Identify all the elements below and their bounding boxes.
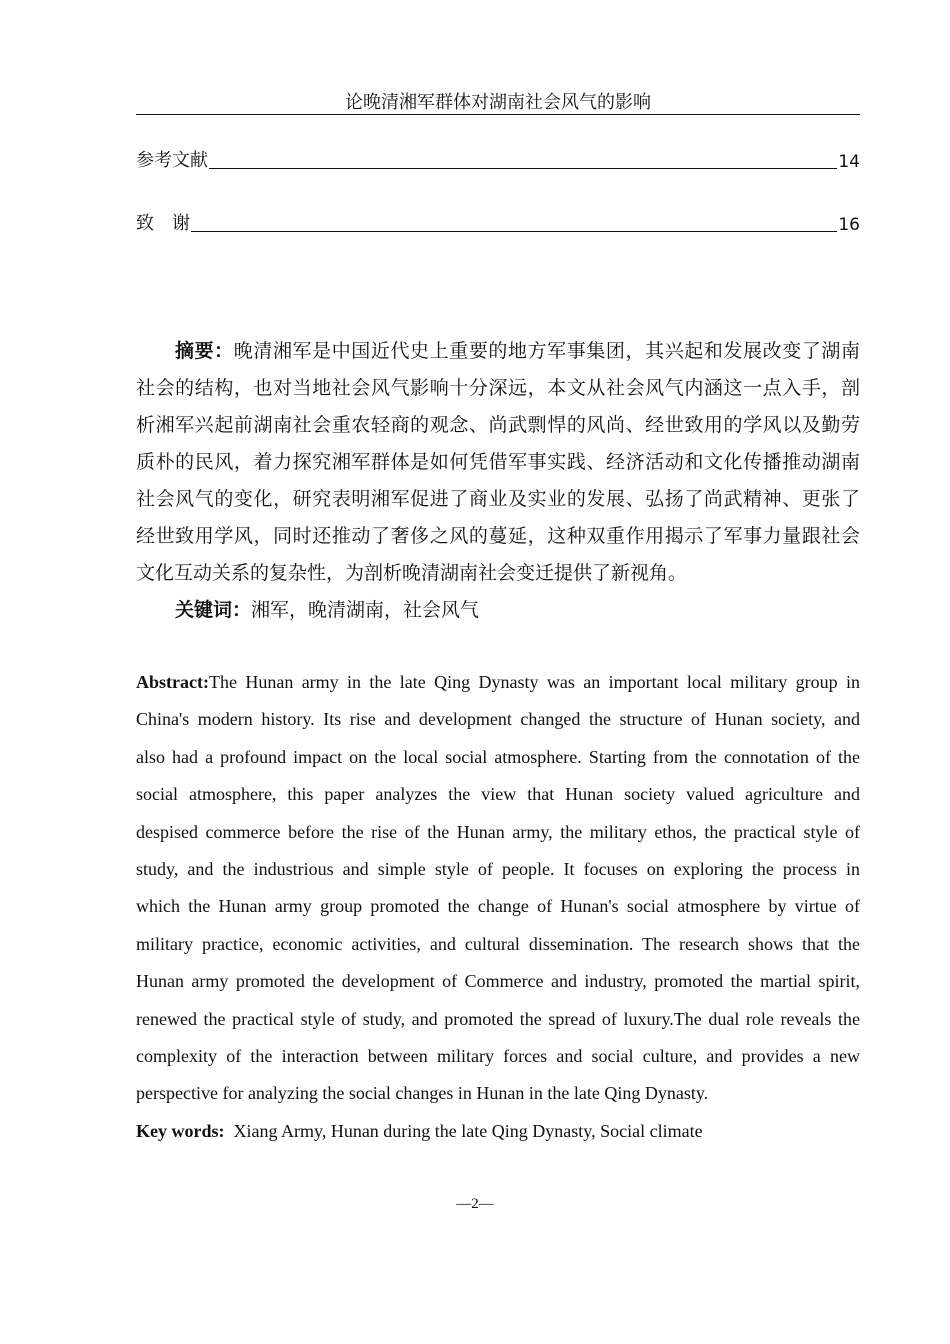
toc-page: 14 (838, 152, 860, 172)
chinese-abstract (136, 338, 860, 634)
abstract-line: perspective for analyzing the social changes in Hunan in the late Qing Dynasty. (136, 1083, 709, 1104)
english-abstract (136, 668, 860, 1154)
abstract-line: social atmosphere, this paper analyzes the view that Hunan society valued agriculture and (136, 784, 860, 805)
keywords: 湘军，晚清湖南，社会风气 (251, 600, 480, 621)
abstract-line: complexity of the interaction between military forces and social culture, and provides a new (136, 1045, 860, 1066)
abstract-line: 质朴的民风，着力探究湘军群体是如何凭借军事实践、经济活动和文化传播推动湖南 (136, 452, 860, 473)
toc-entry-acknowledgements[interactable] (136, 211, 860, 235)
toc-entry-references[interactable] (136, 148, 860, 172)
toc-label: 参考文献 (136, 150, 208, 170)
abstract-line: 社会的结构，也对当地社会风气影响十分深远，本文从社会风气内涵这一点入手，剖 (136, 378, 860, 399)
toc-leader (209, 168, 837, 169)
keywords-line (136, 597, 860, 634)
keywords-line (136, 1117, 860, 1154)
toc-page: 16 (838, 215, 860, 235)
running-header: 论晚清湘军群体对湖南社会风气的影响 (136, 90, 860, 115)
abstract-line: 析湘军兴起前湖南社会重农轻商的观念、尚武剽悍的风尚、经世致用的学风以及勤劳 (136, 415, 860, 436)
abstract-line: study, and the industrious and simple style of people. It focuses on exploring the process in (136, 858, 860, 879)
abstract-line: also had a profound impact on the local social atmosphere. Starting from the connotation of the (136, 746, 860, 767)
abstract-line: 摘要：晚清湘军是中国近代史上重要的地方军事集团，其兴起和发展改变了湖南 (175, 341, 860, 362)
abstract-label: 摘要： (175, 341, 234, 362)
abstract-line: renewed the practical style of study, and promoted the spread of luxury.The dual role reveals the (136, 1008, 860, 1029)
abstract-line: 文化互动关系的复杂性，为剖析晚清湖南社会变迁提供了新视角。 (136, 563, 688, 584)
abstract-line: military practice, economic activities, and cultural dissemination. The research shows that the (136, 933, 860, 954)
abstract-line: China's modern history. Its rise and development changed the structure of Hunan society, and (136, 709, 860, 730)
abstract-label: Abstract: (136, 672, 209, 692)
abstract-line: which the Hunan army group promoted the change of Hunan's social atmosphere by virtue of (136, 896, 860, 917)
abstract-line: Abstract:The Hunan army in the late Qing Dynasty was an important local military group in (136, 672, 860, 692)
abstract-line: Hunan army promoted the development of Commerce and industry, promoted the martial spirit, (136, 971, 860, 992)
abstract-line: 经世致用学风，同时还推动了奢侈之风的蔓延，这种双重作用揭示了军事力量跟社会 (136, 526, 860, 547)
toc-label: 致 谢 (136, 213, 190, 233)
page-number: —2— (456, 1196, 494, 1212)
keywords: Xiang Army, Hunan during the late Qing Dynasty, Social climate (233, 1120, 703, 1141)
abstract-line: 社会风气的变化，研究表明湘军促进了商业及实业的发展、弘扬了尚武精神、更张了 (136, 489, 860, 510)
keywords-label: Key words: (136, 1120, 225, 1141)
toc-leader (191, 231, 837, 232)
abstract-line: despised commerce before the rise of the Hunan army, the military ethos, the practical style of (136, 821, 860, 842)
keywords-label: 关键词： (175, 600, 252, 621)
